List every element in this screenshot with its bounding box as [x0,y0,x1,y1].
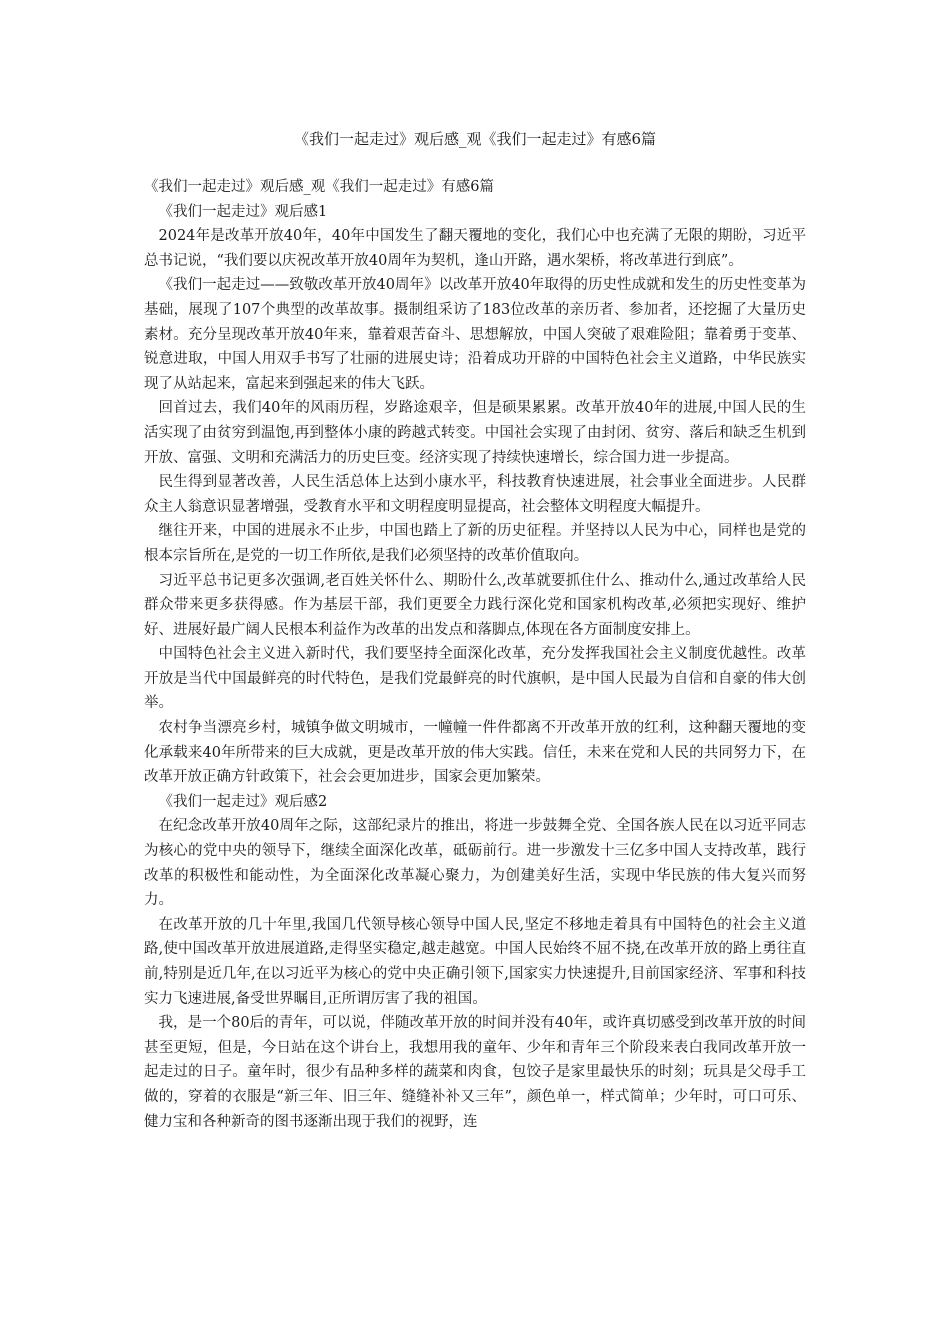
paragraph: 在改革开放的几十年里,我国几代领导核心领导中国人民,坚定不移地走着具有中国特色的社会主义道路,使中国改革开放进展道路,走得坚实稳定,越走越宽。中国人民始终不屈不挠,在改革开放的路上勇往直前,特别是近几年,在以习近平为核心的党中央正确引领下,国家实力快速提升,目前国家经济、军事和科技实力飞速进展,备受世界瞩目,正所谓厉害了我的祖国。 [144,916,806,1007]
paragraph: 继往开来，中国的进展永不止步，中国也踏上了新的历史征程。并坚持以人民为中心，同样也是党的根本宗旨所在,是党的一切工作所依,是我们必须坚持的改革价值取向。 [144,523,806,564]
paragraph: 在纪念改革开放40周年之际，这部纪录片的推出，将进一步鼓舞全党、全国各族人民在以习近平同志为核心的党中央的领导下，继续全面深化改革，砥砺前行。进一步激发十三亿多中国人支持改革，践行改革的积极性和能动性，为全面深化改革凝心聚力，为创建美好生活，实现中华民族的伟大复兴而努力。 [144,818,806,909]
section-heading-1: 《我们一起走过》观后感1 [158,203,328,220]
section-heading-2: 《我们一起走过》观后感2 [158,793,328,810]
paragraph: 我，是一个80后的青年，可以说，伴随改革开放的时间并没有40年，或许真切感受到改革开放的时间甚至更短，但是，今日站在这个讲台上，我想用我的童年、少年和青年三个阶段来表白我同改革开放一起走过的日子。童年时，很少有品种多样的蔬菜和肉食，包饺子是家里最快乐的时刻；玩具是父母手工做的，穿着的衣服是“新三年、旧三年、缝缝补补又三年”，颜色单一，样式简单；少年时，可口可乐、健力宝和各种新奇的图书逐渐出现于我们的视野，连 [144,1015,806,1130]
paragraph: 《我们一起走过——致敬改革开放40周年》以改革开放40年取得的历史性成就和发生的历史性变革为基础，展现了107个典型的改革故事。摄制组采访了183位改革的亲历者、参加者，还挖掘了大量历史素材。充分呈现改革开放40年来，靠着艰苦奋斗、思想解放，中国人突破了艰难险阻；靠着勇于变革、锐意进取，中国人用双手书写了壮丽的进展史诗；沿着成功开辟的中国特色社会主义道路，中华民族实现了从站起来，富起来到强起来的伟大飞跃。 [144,277,806,392]
paragraph: 民生得到显著改善，人民生活总体上达到小康水平，科技教育快速进展，社会事业全面进步。人民群众主人翁意识显著增强，受教育水平和文明程度明显提高，社会整体文明程度大幅提升。 [144,474,806,515]
paragraph: 2024年是改革开放40年，40年中国发生了翻天覆地的变化，我们心中也充满了无限的期盼，习近平总书记说，“我们要以庆祝改革开放40周年为契机，逢山开路，遇水架桥，将改革进行到底”。 [144,228,806,269]
paragraph: 中国特色社会主义进入新时代，我们要坚持全面深化改革，充分发挥我国社会主义制度优越性。改革开放是当代中国最鲜亮的时代特色，是我们党最鲜亮的时代旗帜，是中国人民最为自信和自豪的伟大创举。 [144,646,806,712]
paragraph: 回首过去，我们40年的风雨历程，岁路途艰辛，但是硕果累累。改革开放40年的进展,中国人民的生活实现了由贫穷到温饱,再到整体小康的跨越式转变。中国社会实现了由封闭、贫穷、落后和缺乏生机到开放、富强、文明和充满活力的历史巨变。经济实现了持续快速增长，综合国力进一步提高。 [144,400,806,466]
document-title: 《我们一起走过》观后感_观《我们一起走过》有感6篇 [293,130,657,148]
paragraph: 习近平总书记更多次强调,老百姓关怀什么、期盼什么,改革就要抓住什么、推动什么,通过改革给人民群众带来更多获得感。作为基层干部，我们更要全力践行深化党和国家机构改革,必须把实现好、维护好、进展好最广阔人民根本利益作为改革的出发点和落脚点,体现在各方面制度安排上。 [144,572,806,638]
document-subtitle: 《我们一起走过》观后感_观《我们一起走过》有感6篇 [144,179,494,195]
document-body [144,175,806,1134]
paragraph: 农村争当漂亮乡村，城镇争做文明城市，一幢幢一件件都离不开改革开放的红利，这种翻天覆地的变化承载来40年所带来的巨大成就，更是改革开放的伟大实践。信任，未来在党和人民的共同努力下，在改革开放正确方针政策下，社会会更加进步，国家会更加繁荣。 [144,720,806,786]
